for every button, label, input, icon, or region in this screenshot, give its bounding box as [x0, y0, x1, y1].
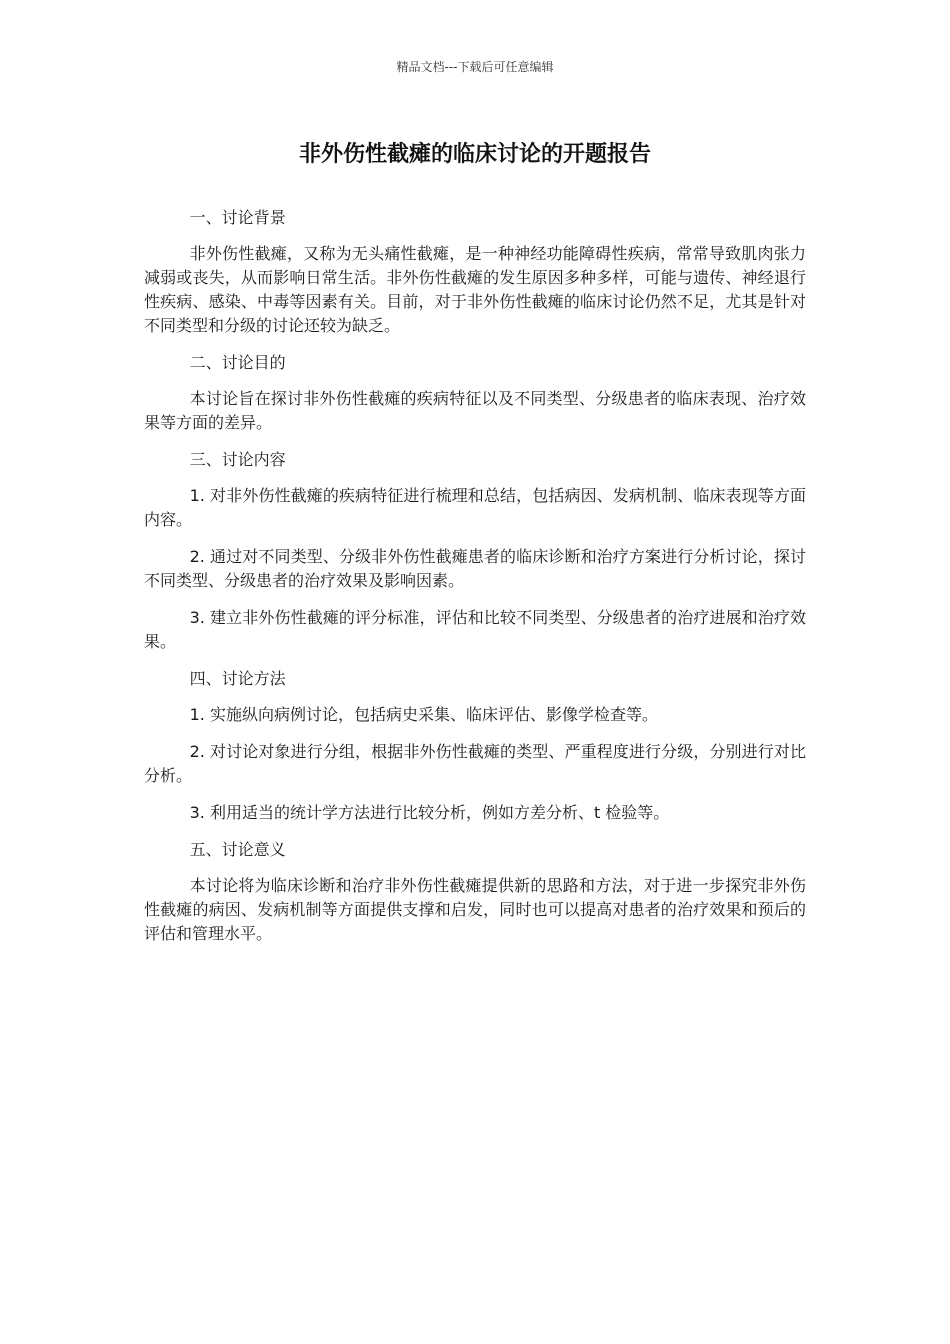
section-heading-purpose: 二、讨论目的 — [189, 353, 286, 372]
document-header-note: 精品文档---下载后可任意编辑 — [396, 60, 554, 74]
document-title: 非外伤性截瘫的临床讨论的开题报告 — [298, 142, 651, 167]
method-item-2: 2. 对讨论对象进行分组，根据非外伤性截瘫的类型、严重程度进行分级，分别进行对比分析。 — [144, 742, 806, 785]
method-item-3: 3. 利用适当的统计学方法进行比较分析，例如方差分析、t 检验等。 — [189, 803, 670, 822]
section-heading-background: 一、讨论背景 — [189, 208, 286, 227]
section-heading-significance: 五、讨论意义 — [189, 840, 286, 859]
content-item-3: 3. 建立非外伤性截瘫的评分标准，评估和比较不同类型、分级患者的治疗进展和治疗效果。 — [144, 608, 806, 651]
section-heading-content: 三、讨论内容 — [189, 450, 286, 469]
document-body — [144, 206, 806, 959]
paragraph-background: 非外伤性截瘫，又称为无头痛性截瘫，是一种神经功能障碍性疾病，常常导致肌肉张力减弱或丧失，从而影响日常生活。非外伤性截瘫的发生原因多种多样，可能与遗传、神经退行性疾病、感染、中毒等因素有关。目前，对于非外伤性截瘫的临床讨论仍然不足，尤其是针对不同类型和分级的讨论还较为缺乏。 — [144, 244, 806, 335]
content-item-1: 1. 对非外伤性截瘫的疾病特征进行梳理和总结，包括病因、发病机制、临床表现等方面内容。 — [144, 486, 806, 529]
method-item-1: 1. 实施纵向病例讨论，包括病史采集、临床评估、影像学检查等。 — [189, 705, 658, 724]
section-heading-method: 四、讨论方法 — [189, 669, 286, 688]
paragraph-significance: 本讨论将为临床诊断和治疗非外伤性截瘫提供新的思路和方法，对于进一步探究非外伤性截瘫的病因、发病机制等方面提供支撑和启发，同时也可以提高对患者的治疗效果和预后的评估和管理水平。 — [144, 876, 806, 943]
paragraph-purpose: 本讨论旨在探讨非外伤性截瘫的疾病特征以及不同类型、分级患者的临床表现、治疗效果等方面的差异。 — [144, 389, 806, 432]
content-item-2: 2. 通过对不同类型、分级非外伤性截瘫患者的临床诊断和治疗方案进行分析讨论，探讨不同类型、分级患者的治疗效果及影响因素。 — [144, 547, 806, 590]
